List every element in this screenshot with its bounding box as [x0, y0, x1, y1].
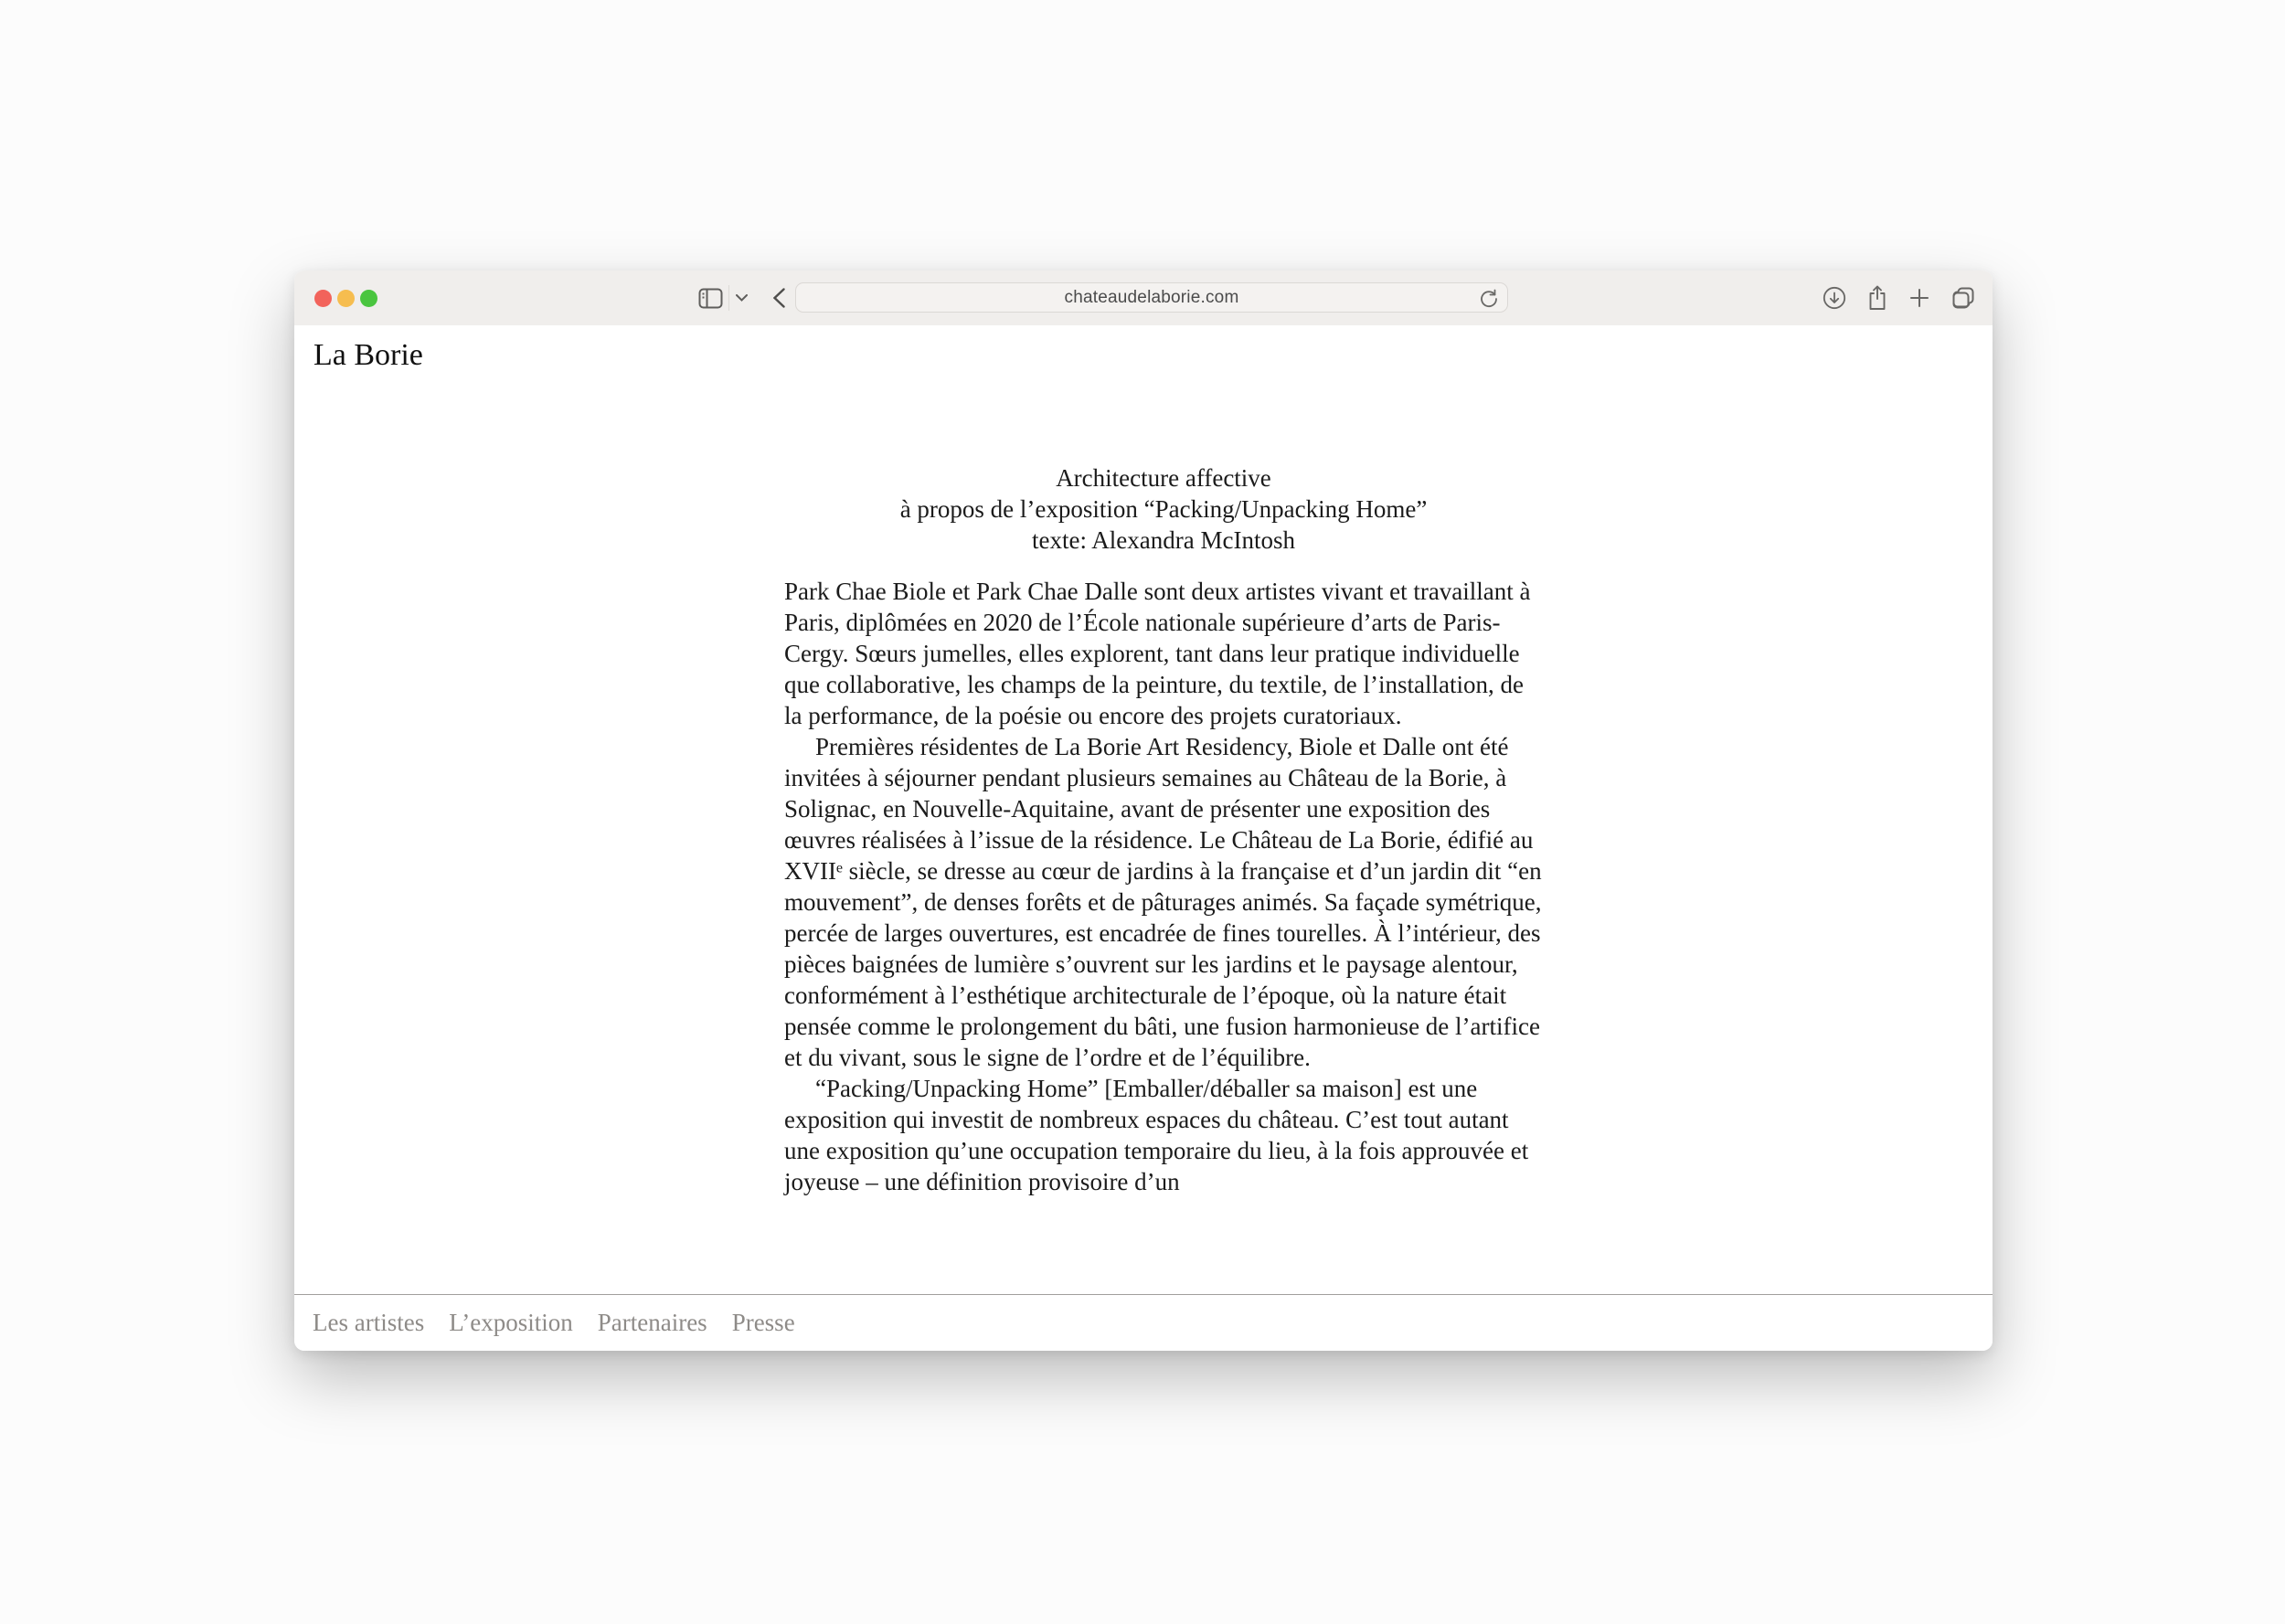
page-content	[294, 325, 1993, 1351]
browser-toolbar	[294, 271, 1993, 326]
article-heading	[784, 462, 1543, 556]
sidebar-icon[interactable]	[695, 271, 726, 325]
toolbar-right-icons	[1823, 271, 1976, 325]
nav-item-presse[interactable]: Presse	[731, 1309, 795, 1336]
back-icon[interactable]	[766, 271, 792, 325]
article-body	[784, 576, 1543, 1197]
reload-icon[interactable]	[1479, 288, 1499, 314]
address-bar-url: chateaudelaborie.com	[1064, 287, 1239, 307]
nav-item-les-artistes[interactable]: Les artistes	[313, 1309, 425, 1336]
new-tab-icon[interactable]	[1908, 287, 1930, 309]
heading-title: Architecture affective	[1056, 464, 1271, 492]
heading-subtitle: à propos de l’exposition “Packing/Unpacking Home”	[899, 495, 1428, 523]
close-window-button[interactable]	[314, 290, 332, 307]
footer-nav	[294, 1294, 1993, 1351]
chevron-down-icon[interactable]	[731, 271, 751, 325]
share-icon[interactable]	[1866, 285, 1888, 311]
downloads-icon[interactable]	[1823, 286, 1846, 310]
heading-author: texte: Alexandra McIntosh	[1032, 526, 1295, 554]
site-logo[interactable]: La Borie	[314, 338, 423, 372]
address-bar[interactable]	[795, 282, 1508, 313]
minimize-window-button[interactable]	[337, 290, 355, 307]
nav-item-partenaires[interactable]: Partenaires	[597, 1309, 707, 1336]
zoom-window-button[interactable]	[360, 290, 377, 307]
paragraph: Park Chae Biole et Park Chae Dalle sont deux artistes vivant et travaillant à Paris, diplômées en 2020 de l’École nationale supérieure d’arts de Paris-Cergy. Sœurs jumelles, elles explorent, tant dans leur pratique individuelle que collaborative, les champs de la peinture, du textile, de l’installation, de la performance, de la poésie ou encore des projets curatoriaux.	[784, 578, 1531, 729]
tab-overview-icon[interactable]	[1950, 285, 1976, 311]
nav-item-l-exposition[interactable]: L’exposition	[449, 1309, 573, 1336]
paragraph: “Packing/Unpacking Home” [Emballer/déballer sa maison] est une exposition qui investit de nombreux espaces du château. C’est tout autant une exposition qu’une occupation temporaire du lieu, à la fois approuvée et joyeuse – une définition provisoire d’un	[784, 1075, 1529, 1195]
article	[784, 462, 1543, 1197]
toolbar-divider	[728, 285, 729, 311]
traffic-lights	[314, 290, 377, 307]
paragraph: Premières résidentes de La Borie Art Residency, Biole et Dalle ont été invitées à séjourner pendant plusieurs semaines au Château de la Borie, à Solignac, en Nouvelle-Aquitaine, avant de présenter une exposition des œuvres réalisées à l’issue de la résidence. Le Château de La Borie, édifié au XVIIᵉ siècle, se dresse au cœur de jardins à la française et d’un jardin dit “en mouvement”, de denses forêts et de pâturages animés. Sa façade symétrique, percée de larges ouvertures, est encadrée de fines tourelles. À l’intérieur, des pièces baignées de lumière s’ouvrent sur les jardins et le paysage alentour, conformément à l’esthétique architecturale de l’époque, où la nature était pensée comme le prolongement du bâti, une fusion harmonieuse de l’artifice et du vivant, sous le signe de l’ordre et de l’équilibre.	[784, 733, 1542, 1071]
browser-window	[294, 271, 1993, 1351]
